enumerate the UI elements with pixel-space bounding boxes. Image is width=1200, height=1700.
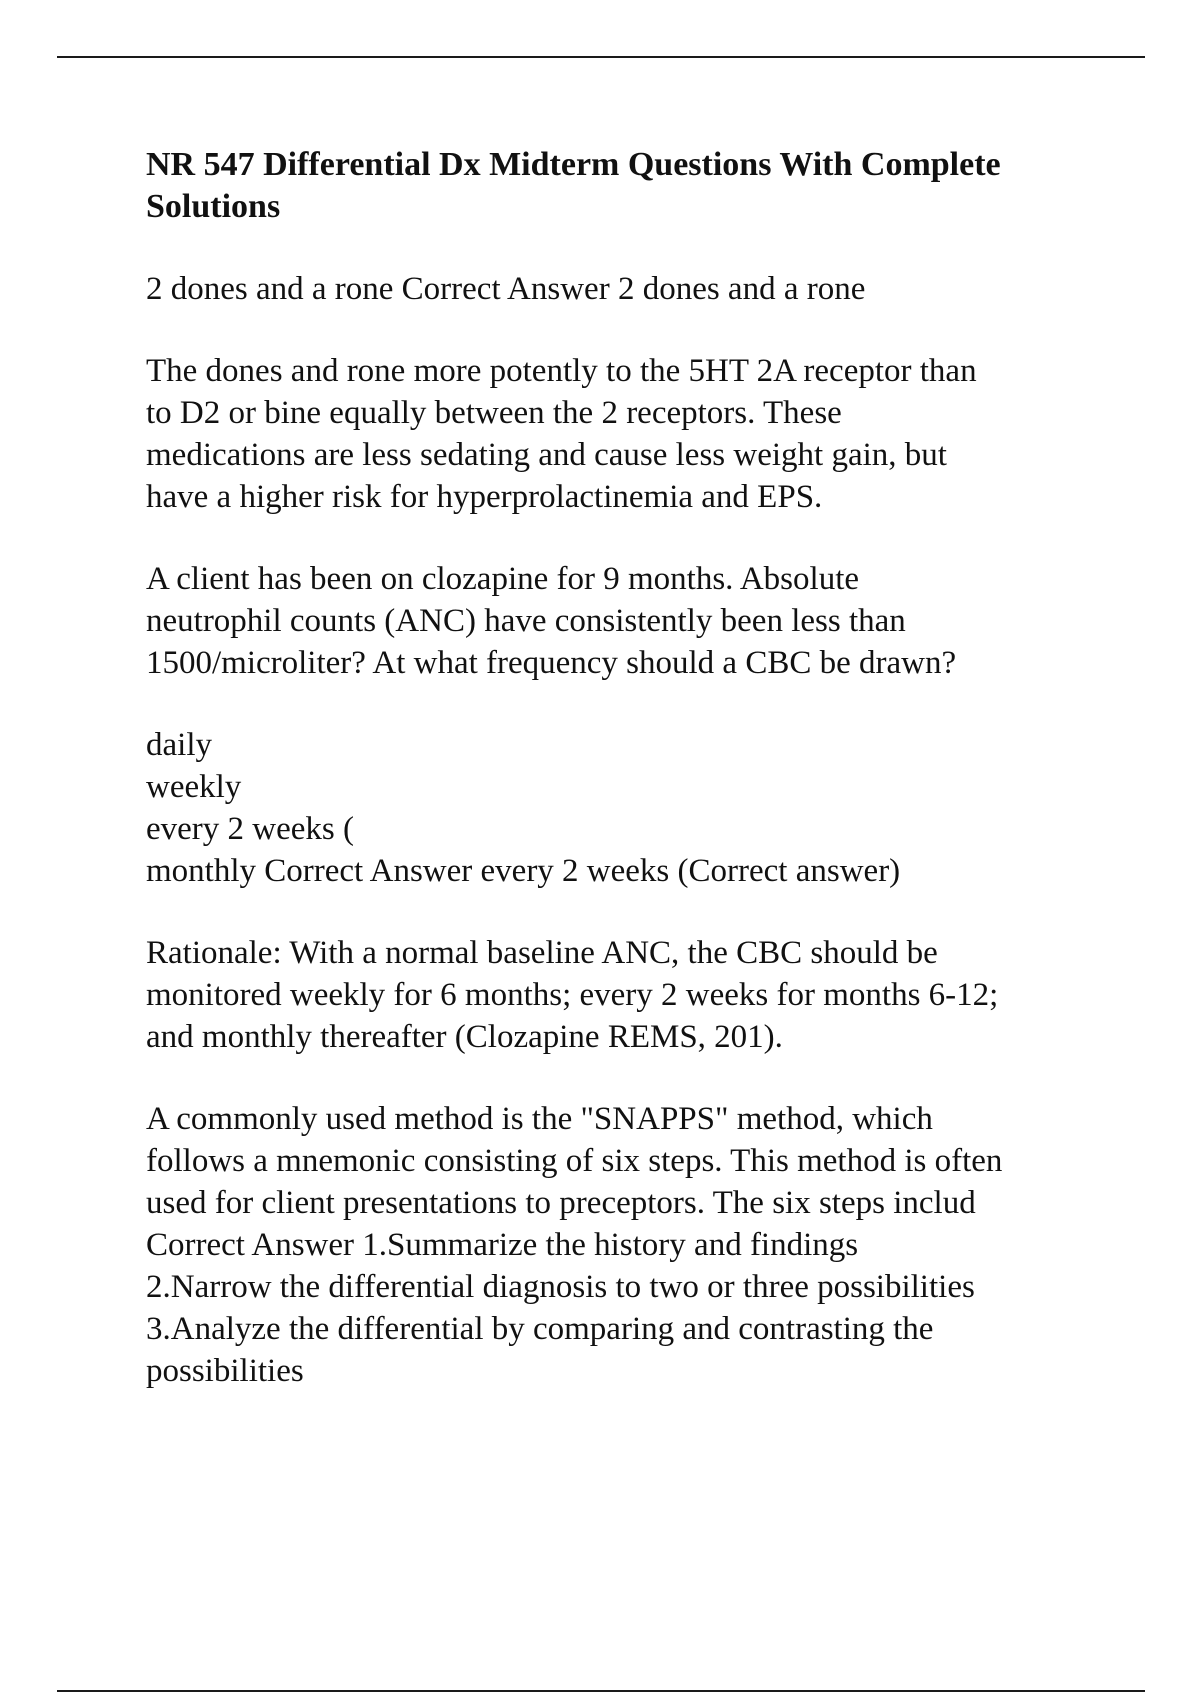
paragraph-5: Rationale: With a normal baseline ANC, the CBC should be monitored weekly for 6 months; every 2 weeks for months 6-12; and monthly thereafter (Clozapine REMS, 201).: [146, 935, 999, 1055]
paragraph-1: 2 dones and a rone Correct Answer 2 dones and a rone: [146, 271, 866, 307]
paragraph-4: daily weekly every 2 weeks ( monthly Correct Answer every 2 weeks (Correct answer): [146, 727, 901, 889]
document-title: NR 547 Differential Dx Midterm Questions With Complete Solutions: [146, 146, 1001, 225]
top-rule: [57, 56, 1145, 58]
bottom-rule: [57, 1690, 1145, 1692]
document-body: [146, 144, 1106, 1432]
paragraph-2: The dones and rone more potently to the 5HT 2A receptor than to D2 or bine equally between the 2 receptors. These medications are less sedating and cause less weight gain, but have a higher risk for hyperprolactinemia and EPS.: [146, 353, 977, 515]
paragraph-6: A commonly used method is the "SNAPPS" method, which follows a mnemonic consisting of six steps. This method is often used for client presentations to preceptors. The six steps includ Correct Answer 1.Summarize the history and findings 2.Narrow the differential diagnosis to two or three possibilities 3.Analyze the differential by comparing and contrasting the possibilities: [146, 1101, 1003, 1389]
paragraph-3: A client has been on clozapine for 9 months. Absolute neutrophil counts (ANC) have consistently been less than 1500/microliter? At what frequency should a CBC be drawn?: [146, 561, 957, 681]
